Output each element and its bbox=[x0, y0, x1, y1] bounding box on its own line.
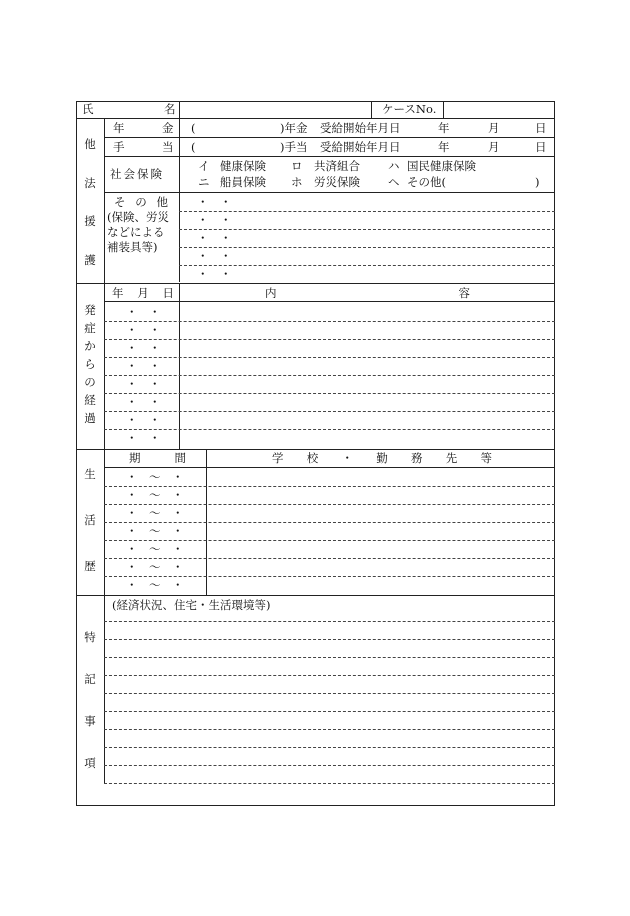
allowance-start-label: 受給開始年月日 bbox=[320, 140, 401, 154]
option-health-insurance[interactable]: 健康保険 bbox=[220, 159, 266, 173]
case-number-field[interactable] bbox=[444, 102, 553, 117]
progress-date[interactable]: ・ ・ bbox=[126, 341, 161, 355]
special-notes-subtitle: (経済状況、住宅・生活環境等) bbox=[112, 598, 271, 612]
other-law-section-title: 他 法 援 護 bbox=[84, 137, 96, 267]
special-notes-section-title: 特 記 事 項 bbox=[84, 630, 96, 770]
life-period[interactable]: ・ 〜 ・ bbox=[126, 542, 184, 556]
pension-label-a: 年 bbox=[113, 121, 125, 135]
option-national-health[interactable]: 国民健康保険 bbox=[407, 159, 476, 173]
life-period[interactable]: ・ 〜 ・ bbox=[126, 560, 184, 574]
life-period[interactable]: ・ 〜 ・ bbox=[126, 578, 184, 592]
option-mutual-aid[interactable]: 共済組合 bbox=[314, 159, 360, 173]
other-aid-date[interactable]: ・ ・ bbox=[197, 195, 232, 209]
other-insurance-field[interactable] bbox=[458, 174, 533, 189]
option-other-insurance[interactable]: その他( bbox=[407, 175, 446, 189]
other-aid-date[interactable]: ・ ・ bbox=[197, 213, 232, 227]
name-label-b: 名 bbox=[164, 102, 176, 116]
progress-date[interactable]: ・ ・ bbox=[126, 359, 161, 373]
case-number-label: ケースNo. bbox=[382, 102, 437, 116]
life-period[interactable]: ・ 〜 ・ bbox=[126, 524, 184, 538]
other-aid-note-2: などによる bbox=[107, 225, 165, 239]
life-period[interactable]: ・ 〜 ・ bbox=[126, 488, 184, 502]
allowance-suffix: )手当 bbox=[280, 140, 308, 154]
allowance-label-b: 当 bbox=[162, 140, 174, 154]
progress-section-title: 発 症 か ら の 経 過 bbox=[84, 303, 96, 425]
progress-date[interactable]: ・ ・ bbox=[126, 323, 161, 337]
other-aid-note-1: (保険、労災 bbox=[107, 210, 169, 224]
name-label-a: 氏 bbox=[82, 102, 94, 116]
other-aid-note-3: 補装具等) bbox=[107, 240, 158, 254]
allowance-label-a: 手 bbox=[113, 140, 125, 154]
life-history-section-title: 生 活 歴 bbox=[84, 467, 96, 573]
progress-date[interactable]: ・ ・ bbox=[126, 431, 161, 445]
allowance-type-field[interactable] bbox=[201, 139, 281, 154]
other-aid-date[interactable]: ・ ・ bbox=[197, 249, 232, 263]
case-record-form: 氏 名 ケースNo. 他 法 援 護 年 金 ( )年金 受給開始年月日 年 月 日 手 当 ( )手当 受給開始年月日 年 月 日 社会保険 イ 健康保険 ロ 共済組合 ハ 国民健康保険 ニ 船員保険 ホ 労災保険 ヘ その他( ) そ の 他 (保険、労災 などによる 補装具等) ・ ・ ・ ・ ・ ・ ・ ・ ・ ・ 発 症 か ら の 経 過 年 月 日 内 容 ・ ・ ・ ・ ・ ・ ・ ・ ・ ・ ・ ・ ・ ・ ・ ・ 生 活 歴 期 間 学 校 ・ 勤 務 先 等 ・ 〜 ・ ・ 〜 ・ ・ 〜 ・ ・ 〜 ・ ・ 〜 ・ ・ 〜 ・ ・ 〜 ・ 特 記 事 項 (経済状況、住宅・生活環境等) bbox=[76, 101, 555, 806]
progress-content-header: 内 容 bbox=[265, 286, 470, 300]
progress-date[interactable]: ・ ・ bbox=[126, 413, 161, 427]
other-aid-date[interactable]: ・ ・ bbox=[197, 267, 232, 281]
other-aid-title: そ の 他 bbox=[114, 195, 168, 209]
progress-date-header: 年 月 日 bbox=[112, 286, 174, 300]
pension-label-b: 金 bbox=[162, 121, 174, 135]
life-period[interactable]: ・ 〜 ・ bbox=[126, 506, 184, 520]
pension-type-field[interactable] bbox=[201, 120, 281, 135]
life-period[interactable]: ・ 〜 ・ bbox=[126, 470, 184, 484]
name-field[interactable] bbox=[180, 102, 370, 117]
progress-date[interactable]: ・ ・ bbox=[126, 377, 161, 391]
social-insurance-label: 社会保険 bbox=[110, 167, 164, 181]
pension-suffix: )年金 bbox=[280, 121, 308, 135]
progress-date[interactable]: ・ ・ bbox=[126, 395, 161, 409]
other-aid-date[interactable]: ・ ・ bbox=[197, 231, 232, 245]
life-period-header: 期 間 bbox=[129, 451, 186, 465]
pension-start-label: 受給開始年月日 bbox=[320, 121, 401, 135]
progress-date[interactable]: ・ ・ bbox=[126, 305, 161, 319]
option-seamen-insurance[interactable]: 船員保険 bbox=[220, 175, 266, 189]
life-school-work-header: 学 校 ・ 勤 務 先 等 bbox=[272, 451, 492, 465]
option-workers-comp[interactable]: 労災保険 bbox=[314, 175, 360, 189]
